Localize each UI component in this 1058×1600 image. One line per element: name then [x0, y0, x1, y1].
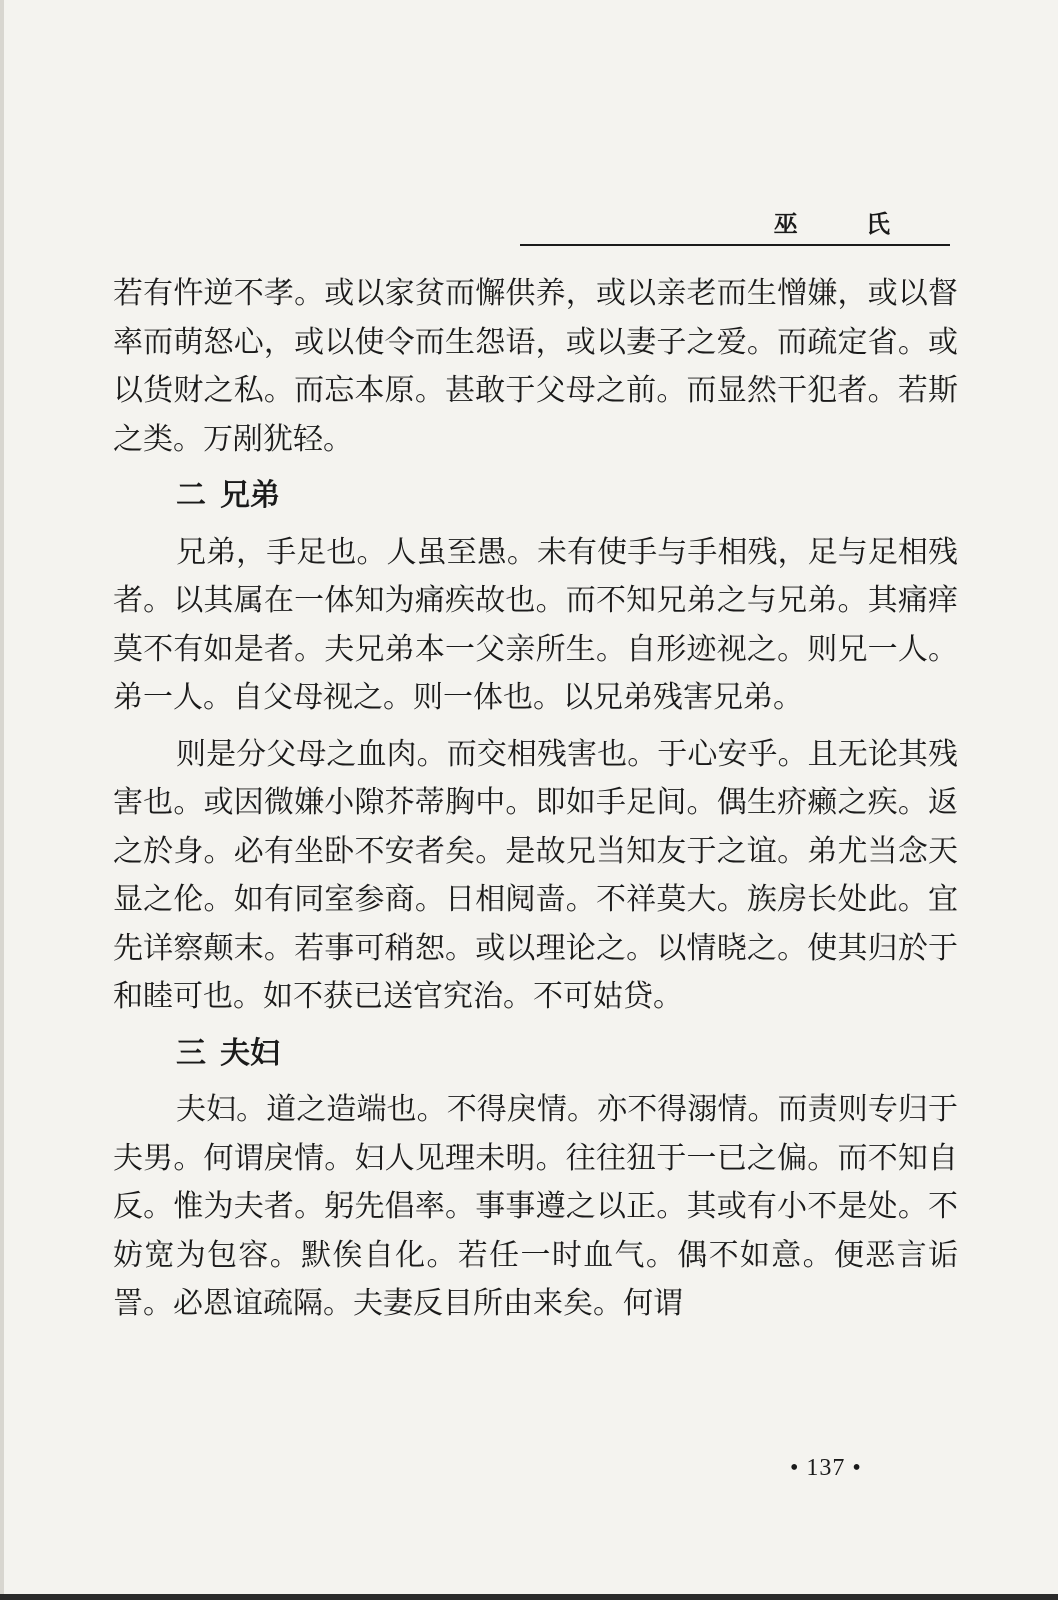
spacer — [113, 521, 958, 529]
paragraph-brothers-2: 则是分父母之血肉。而交相残害也。于心安乎。且无论其残害也。或因微嫌小隙芥蒂胸中。即如手足间。偶生疥癞之疾。返之於身。必有坐卧不安者矣。是故兄当知友于之谊。弟尤当念天显之伦。如有同室参商。日相阋啬。不祥莫大。族房长处此。宜先详察颠末。若事可稍恕。或以理论之。以情晓之。使其归於于和睦可也。如不获已送官究治。不可姑贷。 — [113, 736, 958, 1014]
paragraph-brothers-1: 兄弟，手足也。人虽至愚。未有使手与手相残，足与足相残者。以其属在一体知为痛疾故也。而不知兄弟之与兄弟。其痛痒莫不有如是者。夫兄弟本一父亲所生。自形迹视之。则兄一人。弟一人。自父母视之。则一体也。以兄弟残害兄弟。 — [113, 534, 958, 715]
spacer — [113, 464, 958, 472]
section-title: 兄弟 — [220, 478, 280, 513]
page-number: • 137 • — [790, 1455, 862, 1481]
section-number: 三 — [176, 1035, 206, 1071]
paragraph-continuation: 若有忤逆不孝。或以家贫而懈供养，或以亲老而生憎嫌，或以督率而萌怒心，或以使令而生怨语，或以妻子之爱。而疏定省。或以货财之私。而忘本原。甚敢于父母之前。而显然干犯者。若斯之类。万剐犹轻。 — [113, 276, 958, 457]
section-heading-brothers — [113, 472, 958, 521]
body-text — [113, 270, 958, 1329]
spacer — [113, 723, 958, 731]
section-title: 夫妇 — [220, 1035, 280, 1071]
section-number: 二 — [176, 478, 206, 513]
page-edge-bottom — [0, 1594, 1058, 1600]
paragraph-spouses: 夫妇。道之造端也。不得戾情。亦不得溺情。而责则专归于夫男。何谓戾情。妇人见理未明。往往狃于一已之偏。而不知自反。惟为夫者。躬先倡率。事事遵之以正。其或有小不是处。不妨宽为包容。默俟自化。若任一时血气。偶不如意。便恶言诟詈。必恩谊疏隔。夫妻反目所由来矣。何谓 — [113, 1092, 958, 1321]
running-head — [520, 200, 950, 246]
page-edge-left — [0, 0, 4, 1600]
running-head-text: 巫 氏 — [773, 209, 920, 238]
spacer — [113, 1078, 958, 1086]
spacer — [113, 1022, 958, 1030]
section-heading-spouses — [113, 1030, 958, 1079]
